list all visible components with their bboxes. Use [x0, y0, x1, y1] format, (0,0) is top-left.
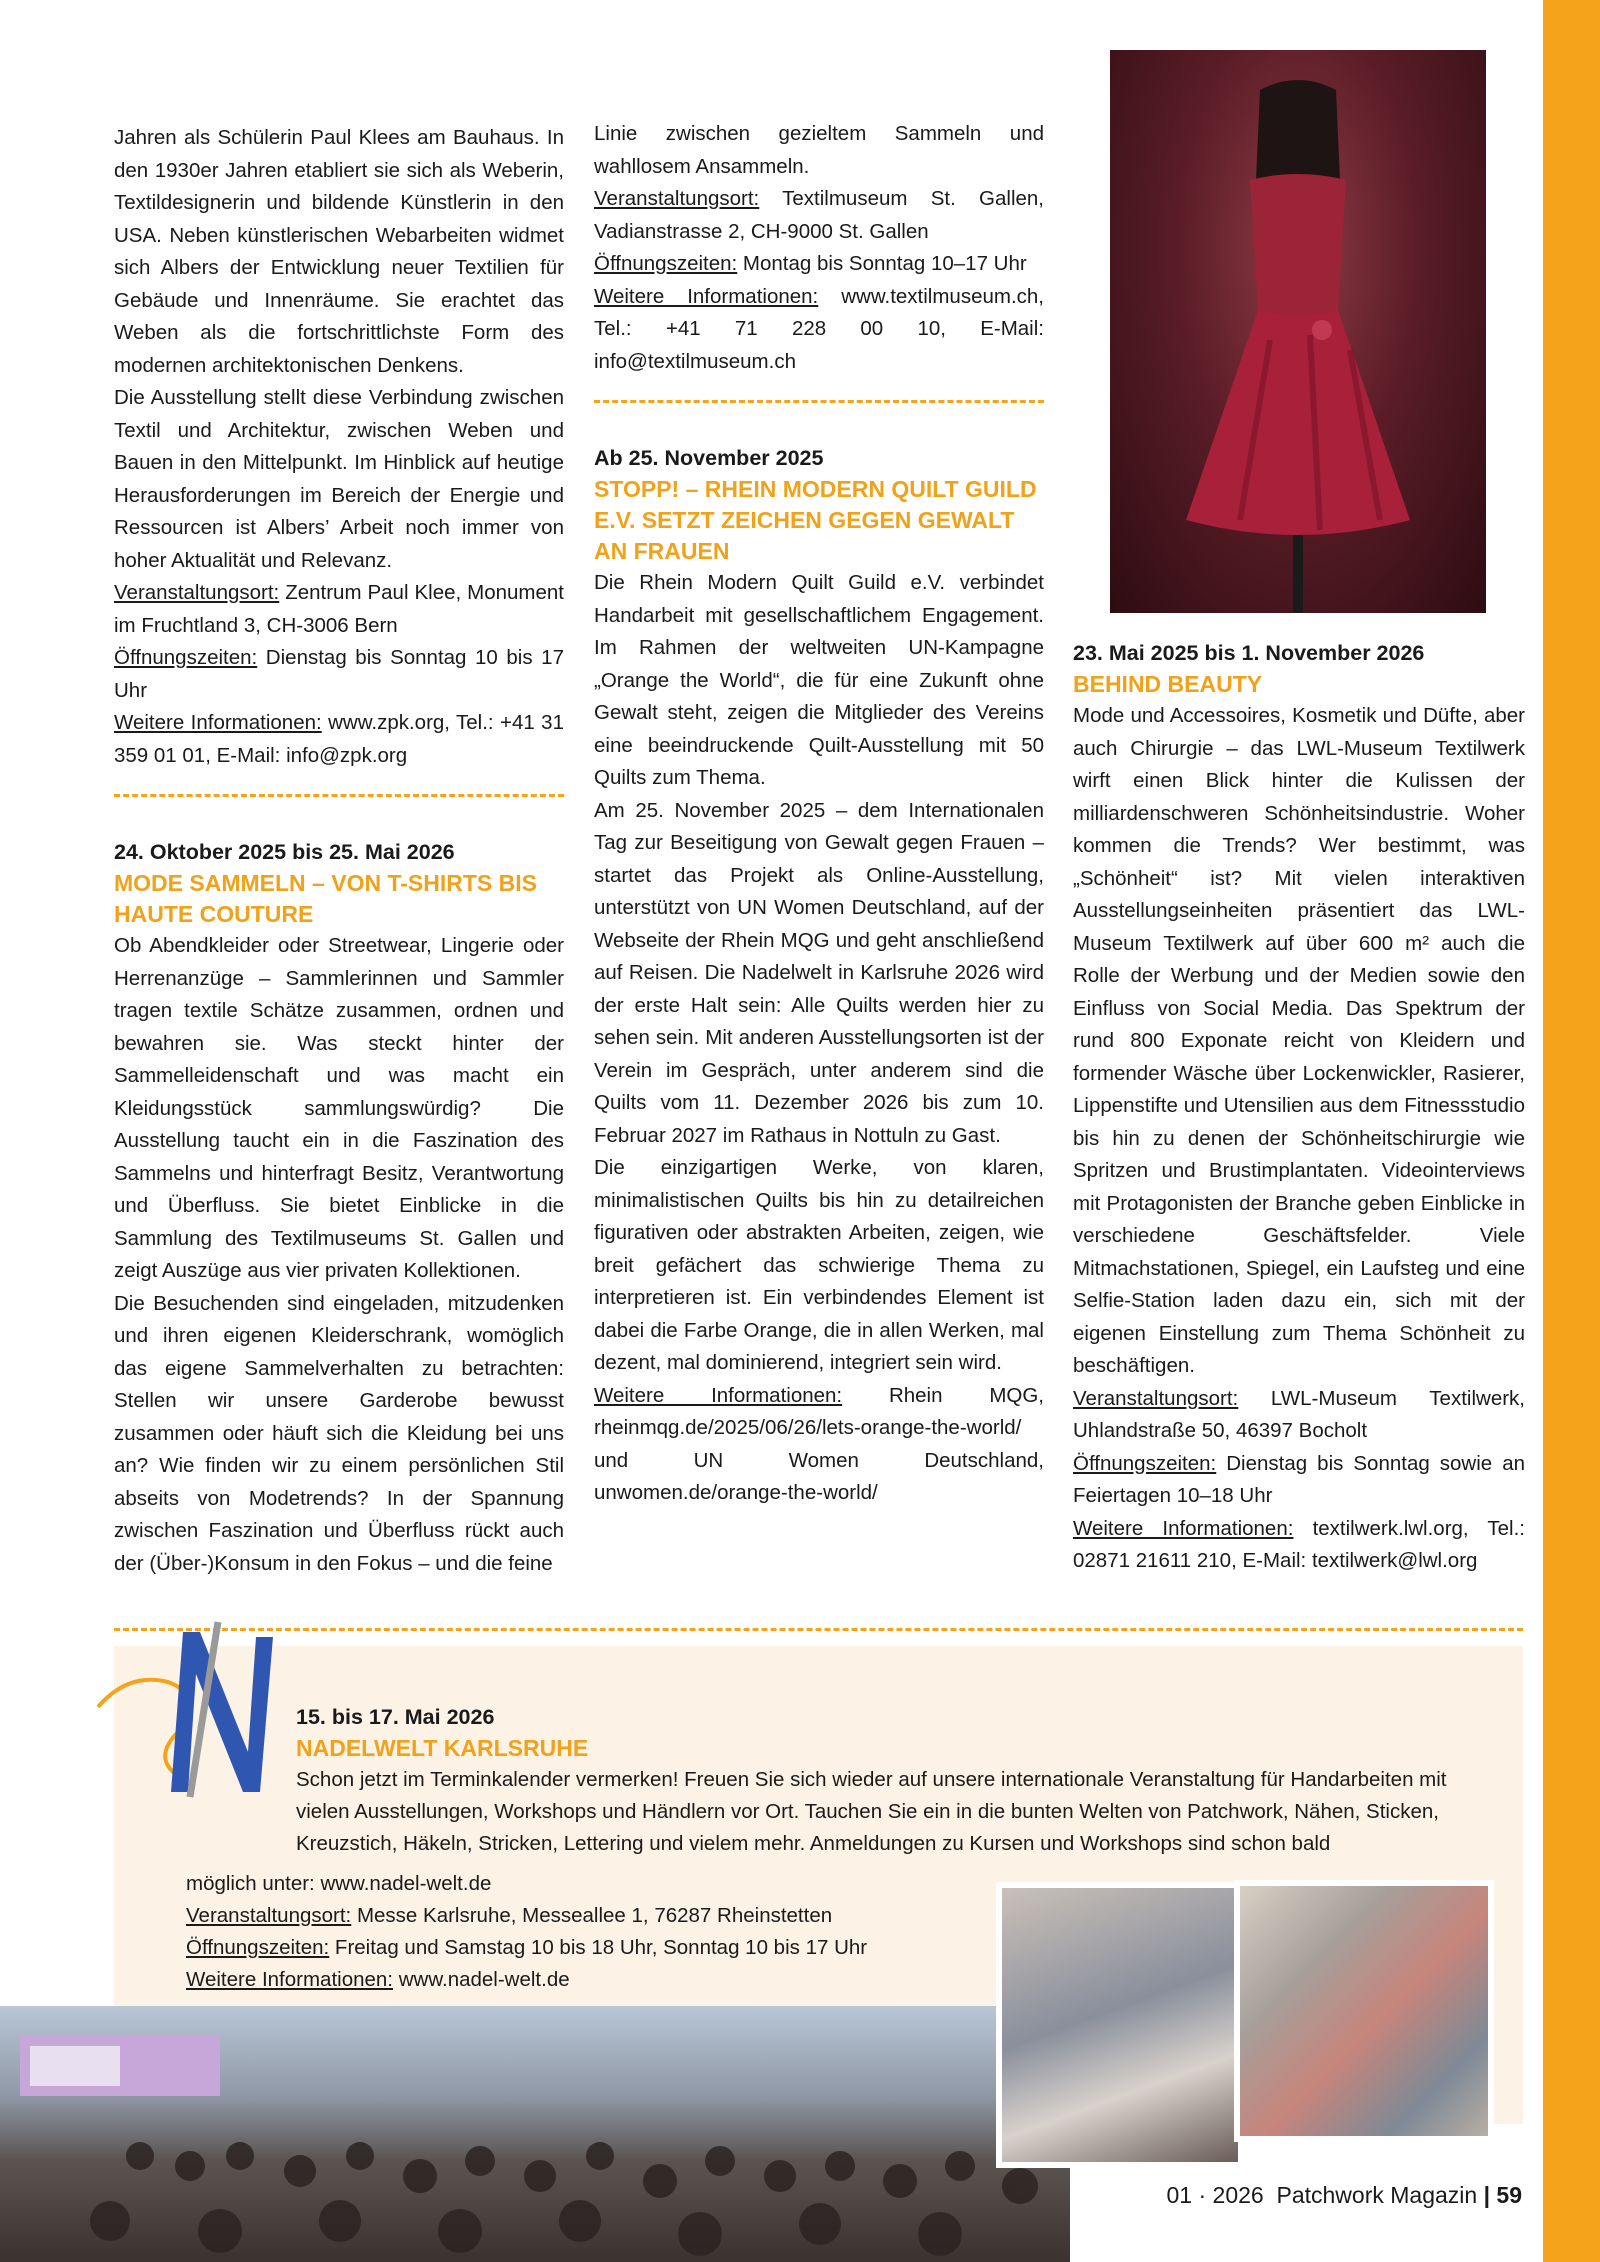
hours-value: Dienstag bis Sonntag 10 bis 17 Uhr: [114, 646, 564, 702]
nadelwelt-logo-icon: [88, 1612, 298, 1802]
info-label: Weitere Informationen:: [594, 1383, 843, 1407]
audience-illustration: [0, 2006, 1070, 2262]
venue-label: Veranstaltungsort:: [186, 1904, 352, 1927]
hours-label: Öffnungszeiten:: [186, 1936, 330, 1959]
albers-intro-text: Jahren als Schülerin Paul Klees am Bauhaus. In den 1930er Jahren etabliert sie sich als Weberin, Textildesignerin und bildende Künstlerin in den USA. Neben künstlerischen Webarbeiten widmet sich Albers der Entwicklung neuer Textilien für Gebäude und Innenräume. Sie erachtet das Weben als die fortschrittlichste Form des modernen architektonischen Denkens.: [114, 126, 564, 377]
nadelwelt-venue: [186, 1900, 1086, 1932]
dashed-separator: [114, 794, 564, 797]
venue-label: Veranstaltungsort:: [594, 187, 760, 210]
event-text-1: Schon jetzt im Terminkalender vermerken! Freuen Sie sich wieder auf unsere internationale Veranstaltung für Handarbeiten mit vielen Ausstellungen, Workshops und Händlern vor Ort. Tauchen Sie ein in die bunten Welten von Patchwork, Nähen, Sticken, Kreuzstich, Häkeln, Stricken, Lettering und vielem mehr. Anmeldungen zu Kursen und Workshops sind schon bald: [296, 1768, 1447, 1855]
event-date: 15. bis 17. Mai 2026: [296, 1705, 495, 1729]
info-value: www.nadel-welt.de: [393, 1968, 570, 1991]
venue-value: Messe Karlsruhe, Messeallee 1, 76287 Rheinstetten: [351, 1904, 833, 1927]
event-text-1: Mode und Accessoires, Kosmetik und Düfte, aber auch Chirurgie – das LWL-Museum Textilwerk wirft einen Blick hinter die Kulissen der milliardenschweren Schönheitsindustrie. Woher kommen die Trends? Wer bestimmt, was „Schönheit“ ist? Mit vielen interaktiven Ausstellungseinheiten präsentiert das LWL-Museum Textilwerk auf über 600 m² auch die Rolle der Werbung und der Medien sowie den Einfluss von Social Media. Das Spektrum der rund 800 Exponate reicht von Kleidern und formender Wäsche über Lockenwickler, Rasierer, Lippenstifte und Utensilien aus dem Fitnessstudio bis hin zu denen der Schönheitschirurgie wie Spritzen und Brustimplantaten. Videointerviews mit Protagonisten der Branche geben Einblicke in verschiedene Geschäftsfelder. Viele Mitmachstationen, Spiegel, ein Laufsteg und eine Selfie-Station laden dazu ein, sich mit der eigenen Einstellung zum Thema Schönheit zu beschäftigen.: [1073, 704, 1525, 1377]
dress-illustration: [1110, 50, 1486, 613]
page-number: 59: [1496, 2182, 1522, 2208]
event-title: NADELWELT KARLSRUHE: [296, 1735, 589, 1761]
exhibition-photo: [1234, 1880, 1494, 2142]
hours-label: Öffnungszeiten:: [594, 252, 738, 275]
info-label: Weitere Informationen:: [1073, 1516, 1294, 1540]
nadelwelt-hours: [186, 1932, 1086, 1964]
info-value: www.textilmuseum.ch, Tel.: +41 71 228 00 10, E-Mail: info@textilmuseum.ch: [594, 284, 1044, 373]
info-label: Weitere Informationen:: [186, 1968, 394, 1991]
zpk-hours: [114, 642, 564, 707]
event-text-2: Die Besuchenden sind eingeladen, mitzudenken und ihren eigenen Kleiderschrank, womöglich das eigene Sammelverhalten zu betrachten: Stellen wir unsere Garderobe bewusst zusammen oder häuft sich die Kleidung bei uns an? Wie finden wir zu einem persönlichen Stil abseits von Modetrends? In der Spannung zwischen Faszination und Überfluss rückt auch der (Über-)Konsum in den Fokus – und die feine: [114, 1291, 564, 1575]
article-column-3: [1073, 638, 1525, 1578]
textilmuseum-venue: [594, 183, 1044, 248]
lwl-info: [1073, 1513, 1525, 1578]
venue-value: Textilmuseum St. Gallen, Vadianstrasse 2, CH-9000 St. Gallen: [594, 187, 1044, 243]
info-value: textilwerk.lwl.org, Tel.: 02871 21611 210, E-Mail: textilwerk@lwl.org: [1073, 1516, 1525, 1572]
event-date: 23. Mai 2025 bis 1. November 2026: [1073, 641, 1425, 665]
footer-divider: |: [1483, 2182, 1491, 2208]
venue-label: Veranstaltungsort:: [114, 581, 280, 604]
workshop-photo: [996, 1882, 1244, 2168]
lwl-hours: [1073, 1448, 1525, 1513]
nadelwelt-info: [186, 1964, 1086, 1996]
event-text-1: Ob Abendkleider oder Streetwear, Lingerie oder Herrenanzüge – Sammlerinnen und Sammler tragen textile Schätze zusammen, ordnen und bewahren sie. Was steckt hinter der Sammelleidenschaft und was macht ein Kleidungsstück sammlungswürdig? Die Ausstellung taucht ein in die Faszination des Sammelns und hinterfragt Besitz, Verantwortung und Überfluss. Sie bietet Einblicke in die Sammlung des Textilmuseums St. Gallen und zeigt Auszüge aus vier privaten Kollektionen.: [114, 934, 564, 1282]
magazine-name: Patchwork Magazin: [1276, 2182, 1478, 2208]
event-text-cont: möglich unter: www.nadel-welt.de: [186, 1872, 492, 1895]
venue-label: Veranstaltungsort:: [1073, 1386, 1239, 1410]
event-title: STOPP! – RHEIN MODERN QUILT GUILD E.V. SETZT ZEICHEN GEGEN GEWALT AN FRAUEN: [594, 476, 1037, 564]
event-text-2: Am 25. November 2025 – dem Internationalen Tag zur Beseitigung von Gewalt gegen Frauen – startet das Projekt als Online-Ausstellung, unterstützt von UN Women Deutschland, auf der Webseite der Rhein MQG und geht anschließend auf Reisen. Die Nadelwelt in Karlsruhe 2026 wird der erste Halt sein: Alle Quilts werden hier zu sehen sein. Mit anderen Ausstellungsorten ist der Verein im Gespräch, unter anderem sind die Quilts vom 11. Dezember 2026 bis zum 10. Februar 2027 im Rathaus in Nottuln zu Gast.: [594, 798, 1044, 1147]
nadelwelt-event: [296, 1702, 1486, 1860]
dashed-separator: [594, 400, 1044, 403]
page-edge-color-bar: [1543, 0, 1600, 2262]
event-date: 24. Oktober 2025 bis 25. Mai 2026: [114, 840, 455, 864]
event-date: Ab 25. November 2025: [594, 446, 824, 470]
event-title: MODE SAMMELN – VON T-SHIRTS BIS HAUTE COUTURE: [114, 870, 537, 927]
continued-text: Linie zwischen gezieltem Sammeln und wahllosem Ansammeln.: [594, 122, 1044, 178]
hours-label: Öffnungszeiten:: [1073, 1451, 1217, 1475]
venue-value: LWL-Museum Textilwerk, Uhlandstraße 50, 46397 Bocholt: [1073, 1386, 1525, 1442]
event-text-1: Die Rhein Modern Quilt Guild e.V. verbindet Handarbeit mit gesellschaftlichem Engagement. Im Rahmen der weltweiten UN-Kampagne „Orange the World“, die für eine Zukunft ohne Gewalt steht, zeigen die Mitglieder des Vereins eine beeindruckende Quilt-Ausstellung mit 50 Quilts zum Thema.: [594, 571, 1044, 789]
page-footer: [1167, 2182, 1523, 2209]
lwl-venue: [1073, 1383, 1525, 1448]
hours-value: Montag bis Sonntag 10–17 Uhr: [737, 252, 1027, 275]
albers-exhibition-text: Die Ausstellung stellt diese Verbindung zwischen Textil und Architektur, zwischen Weben und Bauen in den Mittelpunkt. Im Hinblick auf heutige Herausforderungen im Bereich der Energie und Ressourcen ist Albers’ Arbeit noch immer von hoher Aktualität und Relevanz.: [114, 386, 564, 572]
issue-number: 01 · 2026: [1166, 2182, 1264, 2208]
hours-value: Freitag und Samstag 10 bis 18 Uhr, Sonntag 10 bis 17 Uhr: [329, 1936, 868, 1959]
audience-photo: [0, 2006, 1070, 2262]
zpk-info: [114, 707, 564, 772]
event-title: BEHIND BEAUTY: [1073, 671, 1263, 697]
dashed-separator: [114, 1628, 1523, 1631]
article-column-2: [594, 118, 1044, 1510]
event-text-3: Die einzigartigen Werke, von klaren, minimalistischen Quilts bis hin zu detailreichen figurativen oder abstrakten Arbeiten, zeigen, wie breit gefächert das schwierige Thema zu interpretieren ist. Ein verbindendes Element ist dabei die Farbe Orange, die in allen Werken, mal dezent, mal dominierend, integriert sein wird.: [594, 1156, 1044, 1374]
zpk-venue: [114, 577, 564, 642]
event-info: [594, 1380, 1044, 1510]
article-column-1: [114, 122, 564, 1580]
info-label: Weitere Informationen:: [114, 711, 322, 734]
textilmuseum-hours: [594, 248, 1044, 281]
nadelwelt-details: [186, 1868, 1086, 1996]
venue-value: Zentrum Paul Klee, Monument im Fruchtland 3, CH-3006 Bern: [114, 581, 564, 637]
hours-value: Dienstag bis Sonntag sowie an Feiertagen 10–18 Uhr: [1073, 1451, 1525, 1507]
info-value: www.zpk.org, Tel.: +41 31 359 01 01, E-Mail: info@zpk.org: [114, 711, 564, 767]
hours-label: Öffnungszeiten:: [114, 646, 258, 669]
info-label: Weitere Informationen:: [594, 284, 819, 308]
info-value: Rhein MQG, rheinmqg.de/2025/06/26/lets-orange-the-world/ und UN Women Deutschland, unwomen.de/orange-the-world/: [594, 1383, 1044, 1504]
textilmuseum-info: [594, 281, 1044, 379]
red-dress-photo: [1110, 50, 1486, 613]
